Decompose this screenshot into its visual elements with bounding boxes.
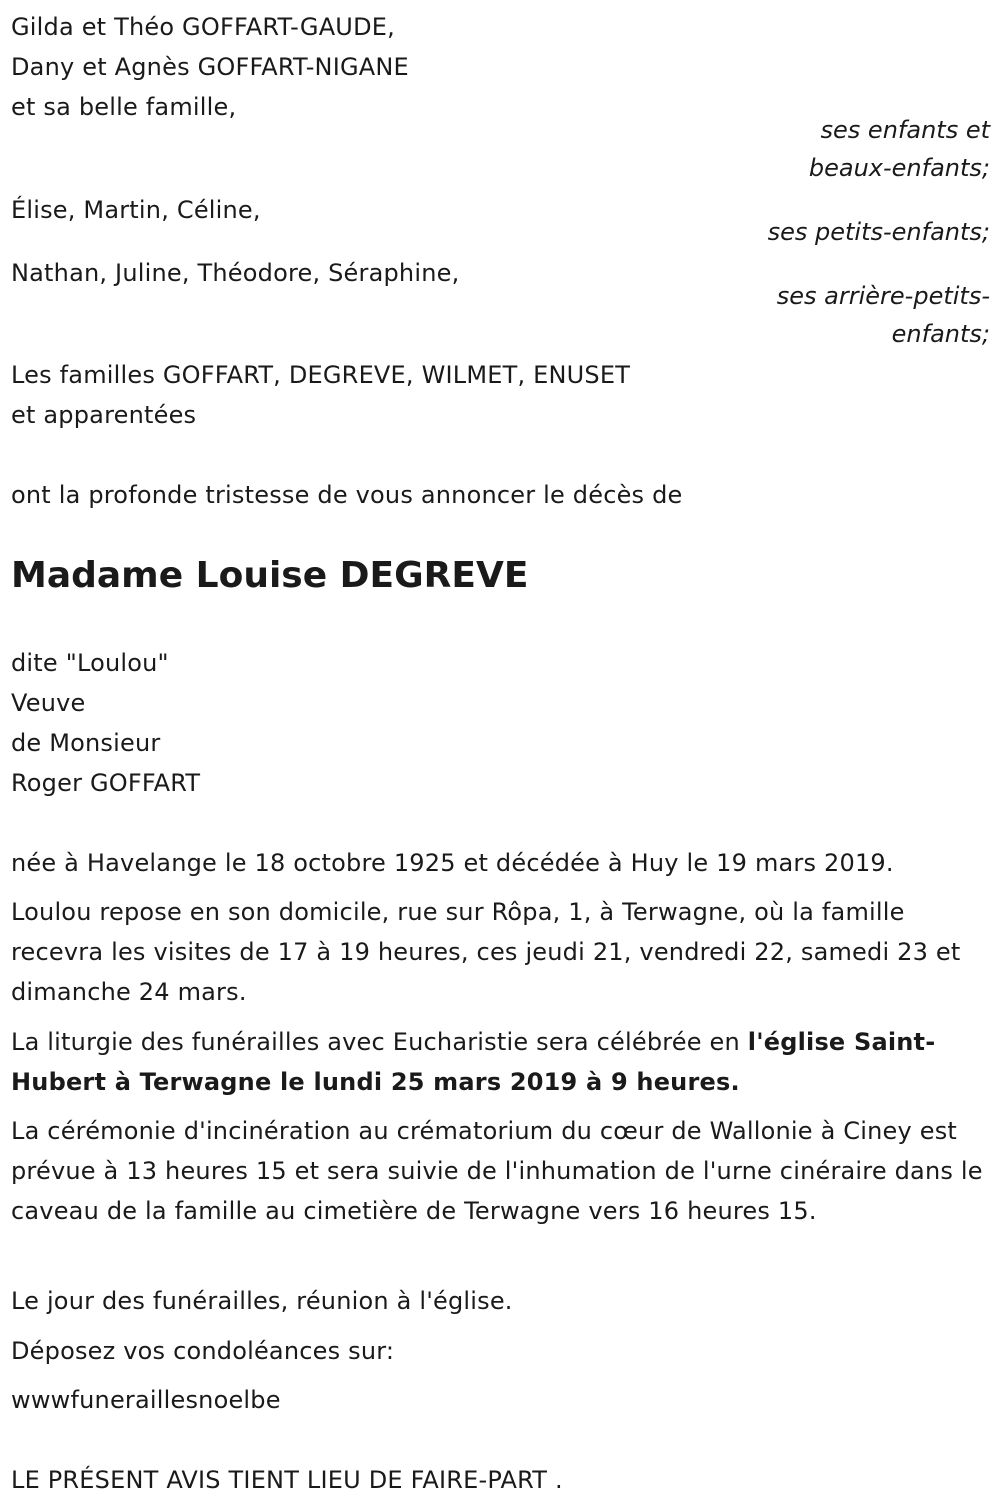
liturgy-location-time: l'église Saint-Hubert à Terwagne le lundi 25 mars 2019 à 9 heures. [11,1028,936,1096]
role-children-2: beaux-enfants; [808,154,990,182]
great-grandchildren-names: Nathan, Juline, Théodore, Séraphine, [11,259,460,287]
deceased-name: Madame Louise DEGREVE [11,555,529,596]
announcement-text: ont la profonde tristesse de vous annoncer le décès de [11,481,683,509]
family-line-1: Gilda et Théo GOFFART-GAUDE, [11,13,395,41]
widow-line-3: Roger GOFFART [11,769,201,797]
visits-paragraph: Loulou repose en son domicile, rue sur Rôpa, 1, à Terwagne, où la famille recevra les visites de 17 à 19 heures, ces jeudi 21, vendredi 22, samedi 23 et dimanche 24 mars. [11,898,961,1006]
role-children-1: ses enfants et [820,116,990,144]
grandchildren-names: Élise, Martin, Céline, [11,196,261,224]
other-families-1: Les familles GOFFART, DEGREVE, WILMET, ENUSET [11,361,631,389]
widow-line-1: Veuve [11,689,86,717]
condolences-website: wwwfuneraillesnoelbe [11,1386,281,1414]
meeting-paragraph: Le jour des funérailles, réunion à l'église. [11,1287,513,1315]
notice-text: LE PRÉSENT AVIS TIENT LIEU DE FAIRE-PART . [11,1466,563,1494]
other-families-2: et apparentées [11,401,197,429]
family-line-3: et sa belle famille, [11,93,237,121]
birth-death-dates: née à Havelange le 18 octobre 1925 et décédée à Huy le 19 mars 2019. [11,849,894,877]
role-great-grandchildren-2: enfants; [891,320,990,348]
role-great-grandchildren-1: ses arrière-petits- [776,282,990,310]
family-line-2: Dany et Agnès GOFFART-NIGANE [11,53,409,81]
role-grandchildren: ses petits-enfants; [767,218,990,246]
widow-line-2: de Monsieur [11,729,161,757]
condolences-label: Déposez vos condoléances sur: [11,1337,395,1365]
deceased-nickname: dite "Loulou" [11,649,169,677]
liturgy-intro: La liturgie des funérailles avec Eucharistie sera célébrée en [11,1028,748,1056]
ceremony-paragraph: La cérémonie d'incinération au crématorium du cœur de Wallonie à Ciney est prévue à 13 heures 15 et sera suivie de l'inhumation de l'urne cinéraire dans le caveau de la famille au cimetière de Terwagne vers 16 heures 15. [11,1117,983,1225]
liturgy-paragraph [11,1022,986,1102]
